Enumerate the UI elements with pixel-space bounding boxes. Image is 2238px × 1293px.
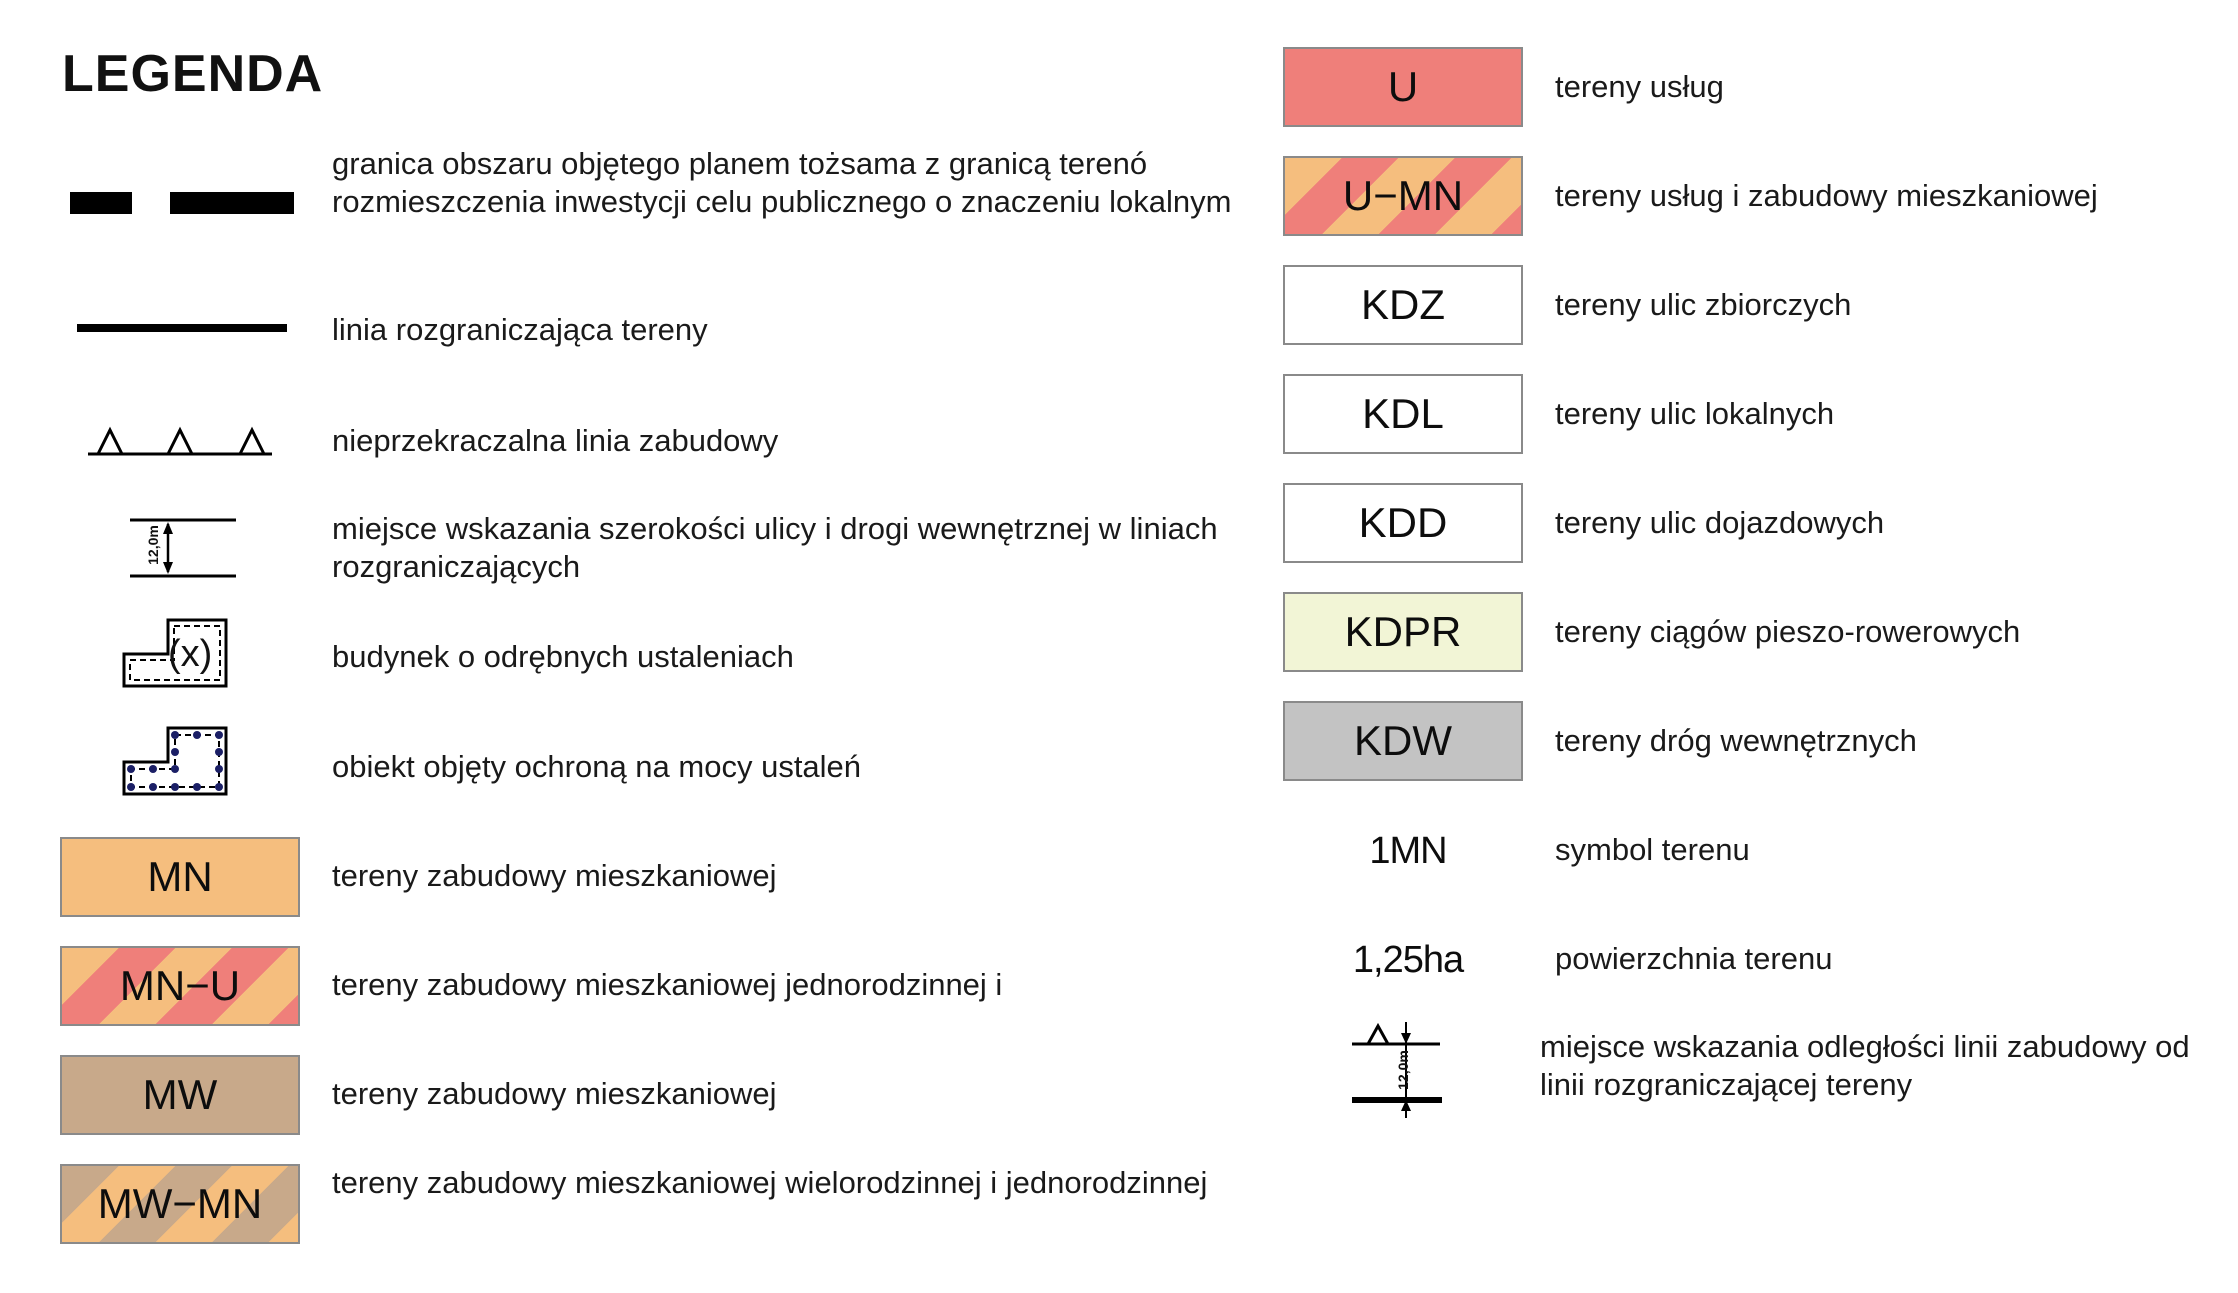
legend-label: tereny zabudowy mieszkaniowej jednorodzinnej i (332, 967, 1003, 1002)
zone-code: MN (147, 853, 213, 900)
zone-code: MW (142, 1071, 218, 1118)
legend-label: tereny usług i zabudowy mieszkaniowej (1555, 178, 2098, 213)
legend-label: tereny zabudowy mieszkaniowej (332, 1076, 777, 1111)
street-width-value: 12,0m (145, 525, 161, 565)
zone-code: KDD (1358, 499, 1448, 546)
legend-label: tereny ulic zbiorczych (1555, 287, 1852, 322)
legend-label: tereny usług (1555, 69, 1724, 104)
legend-label: obiekt objęty ochroną na mocy ustaleń (332, 749, 862, 784)
zone-swatch-kdw (1283, 701, 1523, 781)
legend-label: linia rozgraniczająca tereny (332, 312, 708, 347)
legend-label: tereny ciągów pieszo-rowerowych (1555, 614, 2021, 649)
legend-label: powierzchnia terenu (1555, 941, 1833, 976)
zone-code: KDZ (1361, 281, 1445, 328)
building-x-mark: (x) (168, 633, 213, 675)
legend-label: tereny ulic lokalnych (1555, 396, 1835, 431)
protected-object-icon (120, 726, 230, 798)
zone-code: KDL (1362, 390, 1444, 437)
setback-value: 12,0m (1395, 1050, 1411, 1090)
area-size-sample: 1,25ha (1352, 939, 1464, 981)
solid-line-icon (77, 324, 289, 334)
zone-code: MN−U (119, 962, 241, 1009)
legend-label: tereny zabudowy mieszkaniowej (332, 858, 777, 893)
dashed-boundary-line-icon (70, 192, 295, 214)
zone-code: KDPR (1344, 608, 1462, 655)
legend-label: symbol terenu (1555, 832, 1750, 867)
zone-swatch-mw (60, 1055, 300, 1135)
building-line-triangles-icon (88, 424, 273, 456)
legend-label: nieprzekraczalna linia zabudowy (332, 423, 779, 458)
zone-swatch-kdz (1283, 265, 1523, 345)
zone-swatch-mn-u (60, 946, 300, 1026)
zone-swatch-kdpr (1283, 592, 1523, 672)
zone-swatch-kdd (1283, 483, 1523, 563)
zone-code: U−MN (1342, 172, 1464, 219)
zone-swatch-mw-mn (60, 1164, 300, 1244)
legend-label: granica obszaru objętego planem tożsama z granicą terenó rozmieszczenia inwestycji celu publicznego o znaczeniu lokalnym (332, 146, 1232, 219)
legend-label: tereny ulic dojazdowych (1555, 505, 1885, 540)
zone-swatch-mn (60, 837, 300, 917)
legend-label: budynek o odrębnych ustaleniach (332, 639, 794, 674)
legend-label: tereny zabudowy mieszkaniowej wielorodzinnej i jednorodzinnej (332, 1165, 1208, 1200)
legend-label: miejsce wskazania odległości linii zabudowy od linii rozgraniczającej tereny (1540, 1029, 2190, 1102)
legend-title: LEGENDA (62, 45, 324, 103)
zone-code: MW−MN (97, 1180, 263, 1227)
zone-swatch-u (1283, 47, 1523, 127)
legend-label: miejsce wskazania szerokości ulicy i drogi wewnętrznej w liniach rozgraniczających (332, 511, 1218, 584)
area-symbol-sample: 1MN (1369, 830, 1447, 872)
zone-swatch-kdl (1283, 374, 1523, 454)
zone-code: KDW (1354, 717, 1452, 764)
legend-label: tereny dróg wewnętrznych (1555, 723, 1917, 758)
zone-swatch-u-mn (1283, 156, 1523, 236)
zone-code: U (1387, 63, 1419, 110)
